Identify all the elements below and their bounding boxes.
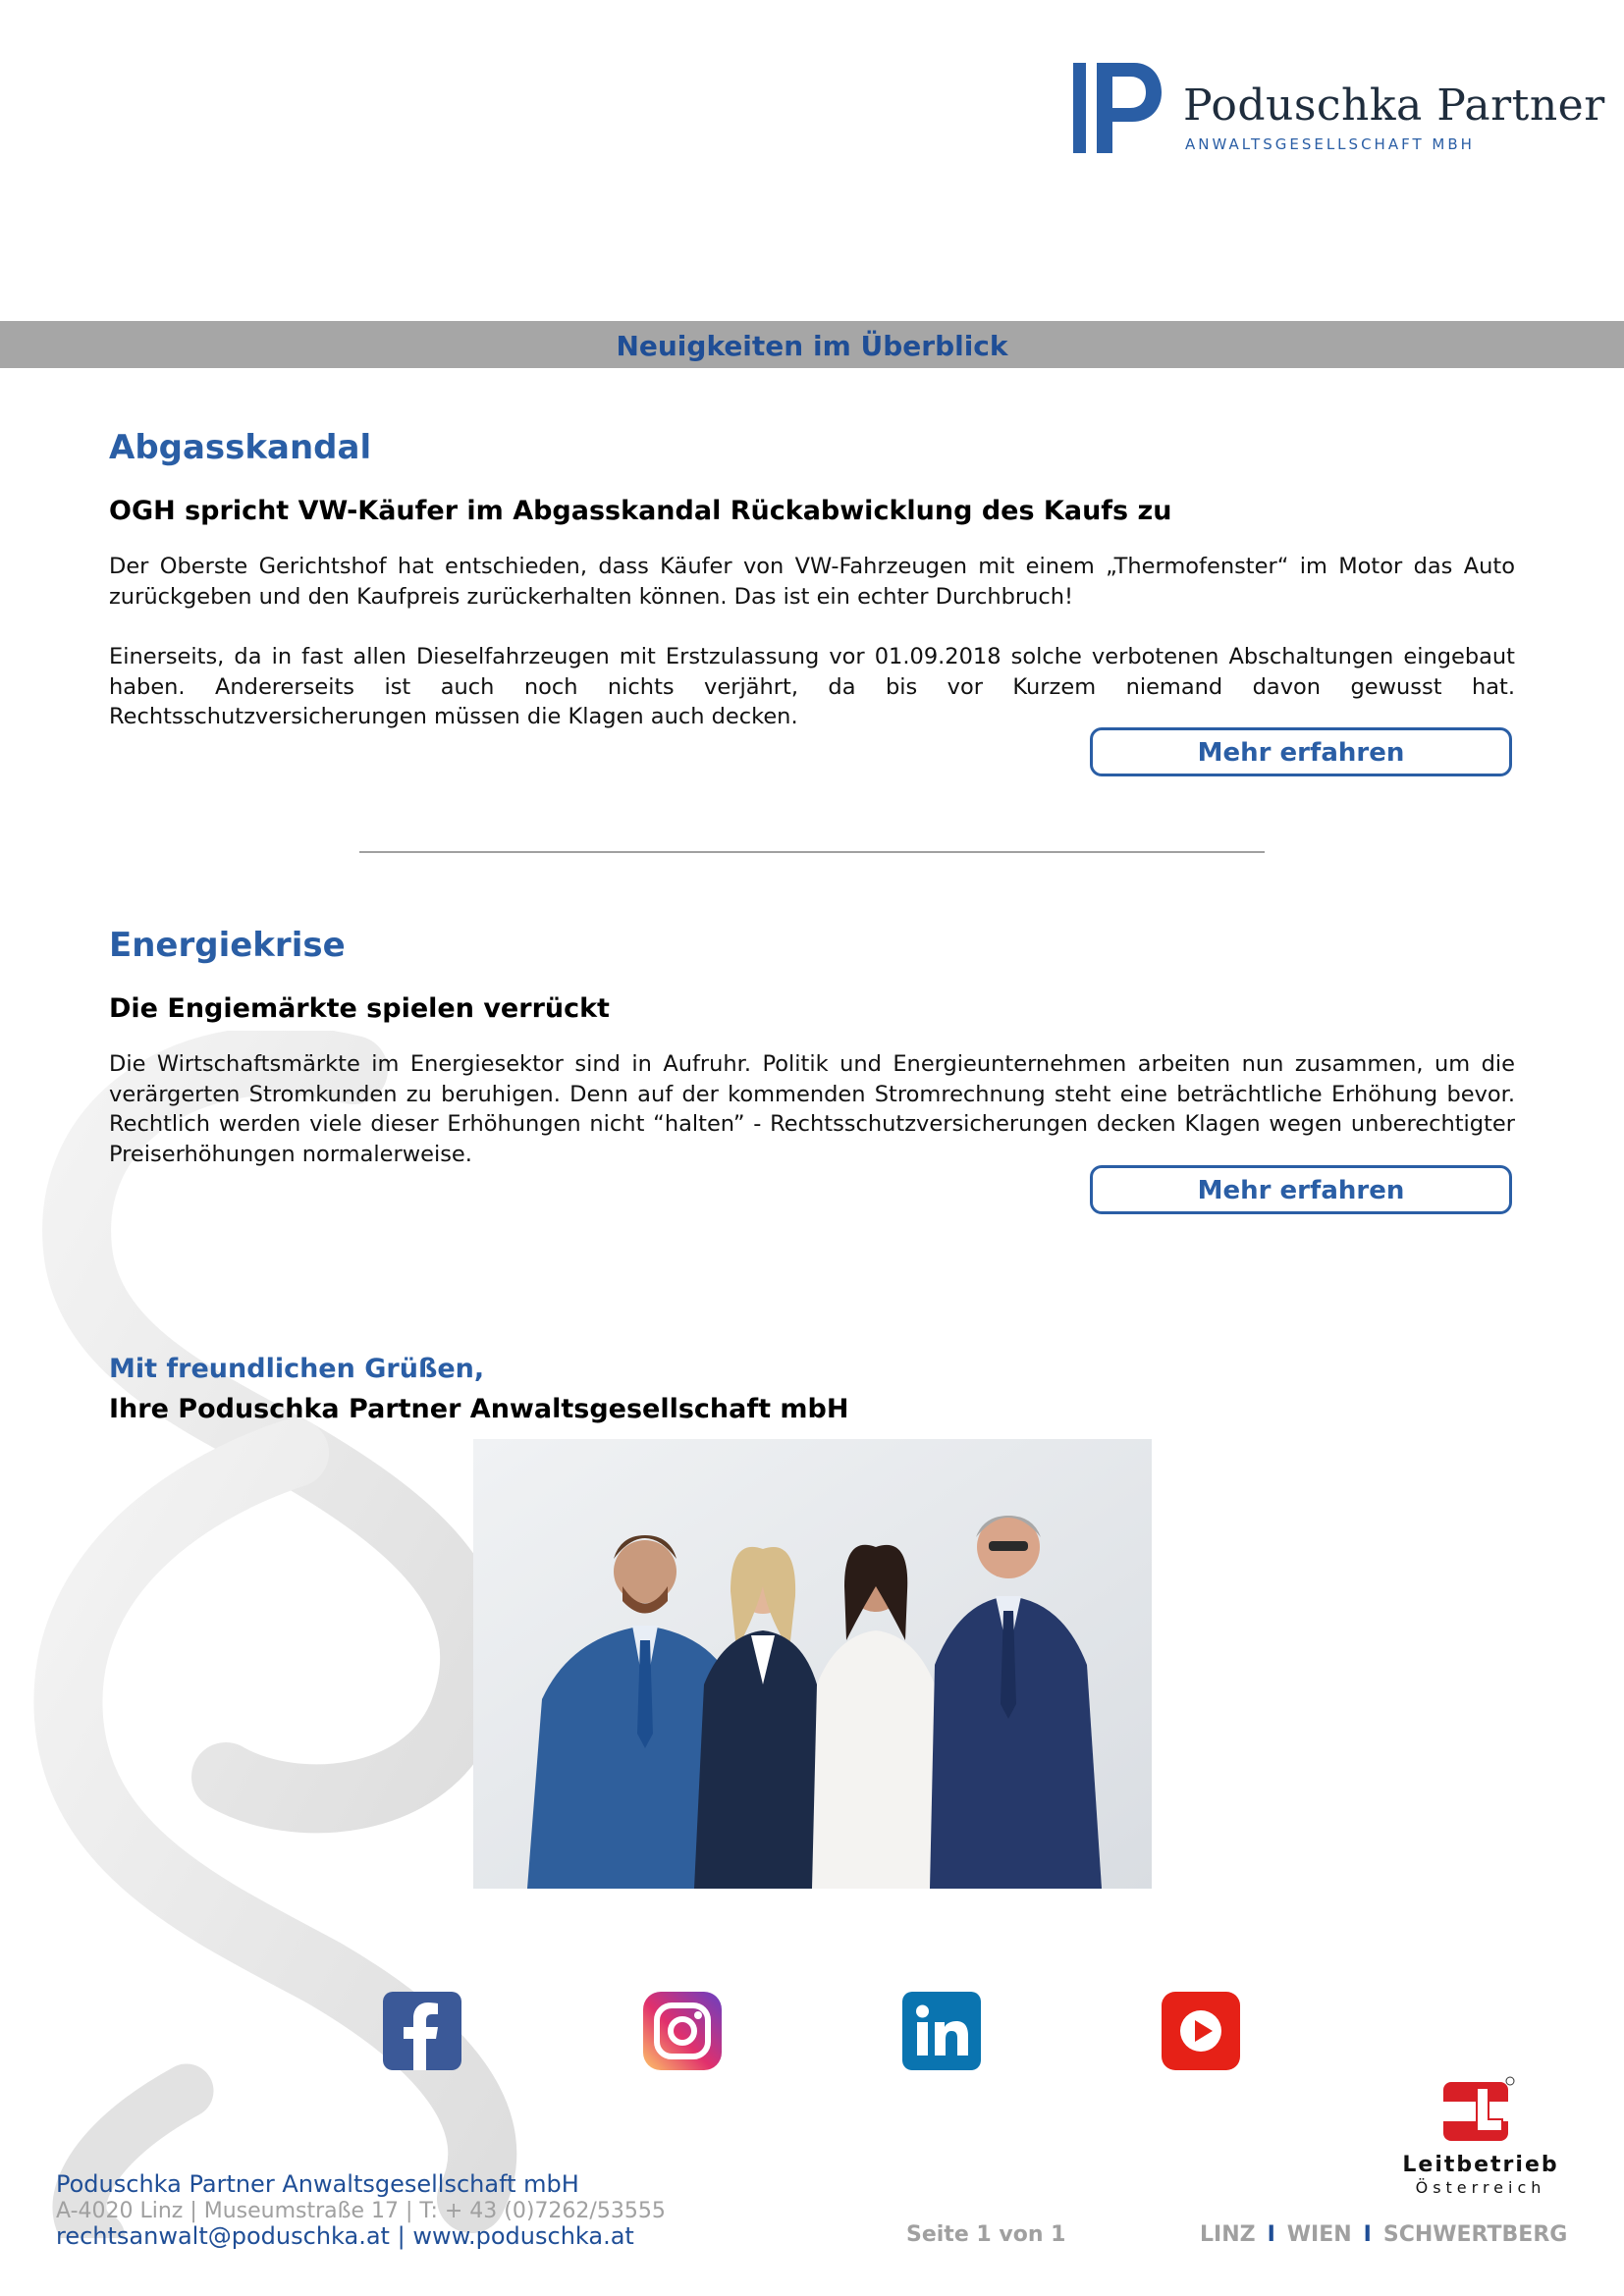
logo-p-mark-icon [1073,63,1162,153]
footer-website-link[interactable]: www.poduschka.at [412,2222,634,2250]
footer-cities [1200,2222,1567,2247]
article-paragraph: Die Wirtschaftsmärkte im Energiesektor sind in Aufruhr. Politik und Energieunternehmen arbeiten nun zusammen, um die verärgerten Stromkunden zu beruhigen. Denn auf der kommenden Stromrechnung steht eine beträchtliche Erhöhung bevor. Rechtlich werden viele dieser Erhöhungen nicht “halten” - Rechtsschutzversicherungen decken Klagen wegen unberechtigter Preiserhöhungen normalerweise. [109,1051,1515,1167]
city-label: LINZ [1200,2222,1256,2247]
article-heading: Energiekrise [109,926,346,965]
city-separator: I [1363,2222,1372,2247]
city-separator: I [1267,2222,1275,2247]
team-photo [473,1439,1152,1889]
section-divider [359,851,1265,853]
instagram-icon[interactable] [643,1992,722,2070]
youtube-icon[interactable] [1162,1992,1240,2070]
section-banner: Neuigkeiten im Überblick [0,321,1624,368]
leitbetrieb-logo-icon [1439,2076,1516,2141]
closing-firm: Ihre Poduschka Partner Anwaltsgesellschaft mbH [109,1394,849,1424]
footer-company: Poduschka Partner Anwaltsgesellschaft mbH [56,2170,579,2198]
article-paragraph: Einerseits, da in fast allen Dieselfahrzeugen mit Erstzulassung vor 01.09.2018 solche verbotenen Abschaltungen eingebaut haben. Andererseits ist auch noch nichts verjährt, da bis vor Kurzem niemand davon gewusst hat. Rechtsschutzversicherungen müssen die Klagen auch decken. [109,644,1515,729]
footer-address: A-4020 Linz | Museumstraße 17 | T: + 43 (0)7262/53555 [56,2199,666,2223]
leitbetrieb-country: Österreich [1415,2178,1546,2197]
article-subheading: OGH spricht VW-Käufer im Abgasskandal Rückabwicklung des Kaufs zu [109,496,1172,526]
article-subheading: Die Engiemärkte spielen verrückt [109,993,610,1024]
article-heading: Abgasskandal [109,428,372,467]
leitbetrieb-label: Leitbetrieb [1402,2153,1559,2177]
footer-email-link[interactable]: rechtsanwalt@poduschka.at [56,2222,390,2250]
leitbetrieb-badge [1384,2076,1571,2204]
logo-name: Poduschka Partner [1183,80,1605,131]
logo-subtitle: ANWALTSGESELLSCHAFT MBH [1185,135,1475,153]
linkedin-icon[interactable] [902,1992,981,2070]
closing-greeting: Mit freundlichen Grüßen, [109,1354,485,1384]
more-info-button[interactable]: Mehr erfahren [1090,1165,1512,1214]
footer-contact [56,2222,634,2250]
facebook-icon[interactable] [383,1992,461,2070]
article-paragraph: Der Oberste Gerichtshof hat entschieden, dass Käufer von VW-Fahrzeugen mit einem „Thermofenster“ im Motor das Auto zurückgeben und den Kaufpreis zurückerhalten können. Das ist ein echter Durchbruch! [109,554,1515,610]
page-number: Seite 1 von 1 [906,2222,1066,2247]
more-info-button[interactable]: Mehr erfahren [1090,727,1512,776]
footer-separator: | [389,2222,413,2250]
city-label: SCHWERTBERG [1382,2222,1568,2247]
city-label: WIEN [1286,2222,1352,2247]
company-logo [1073,63,1605,161]
